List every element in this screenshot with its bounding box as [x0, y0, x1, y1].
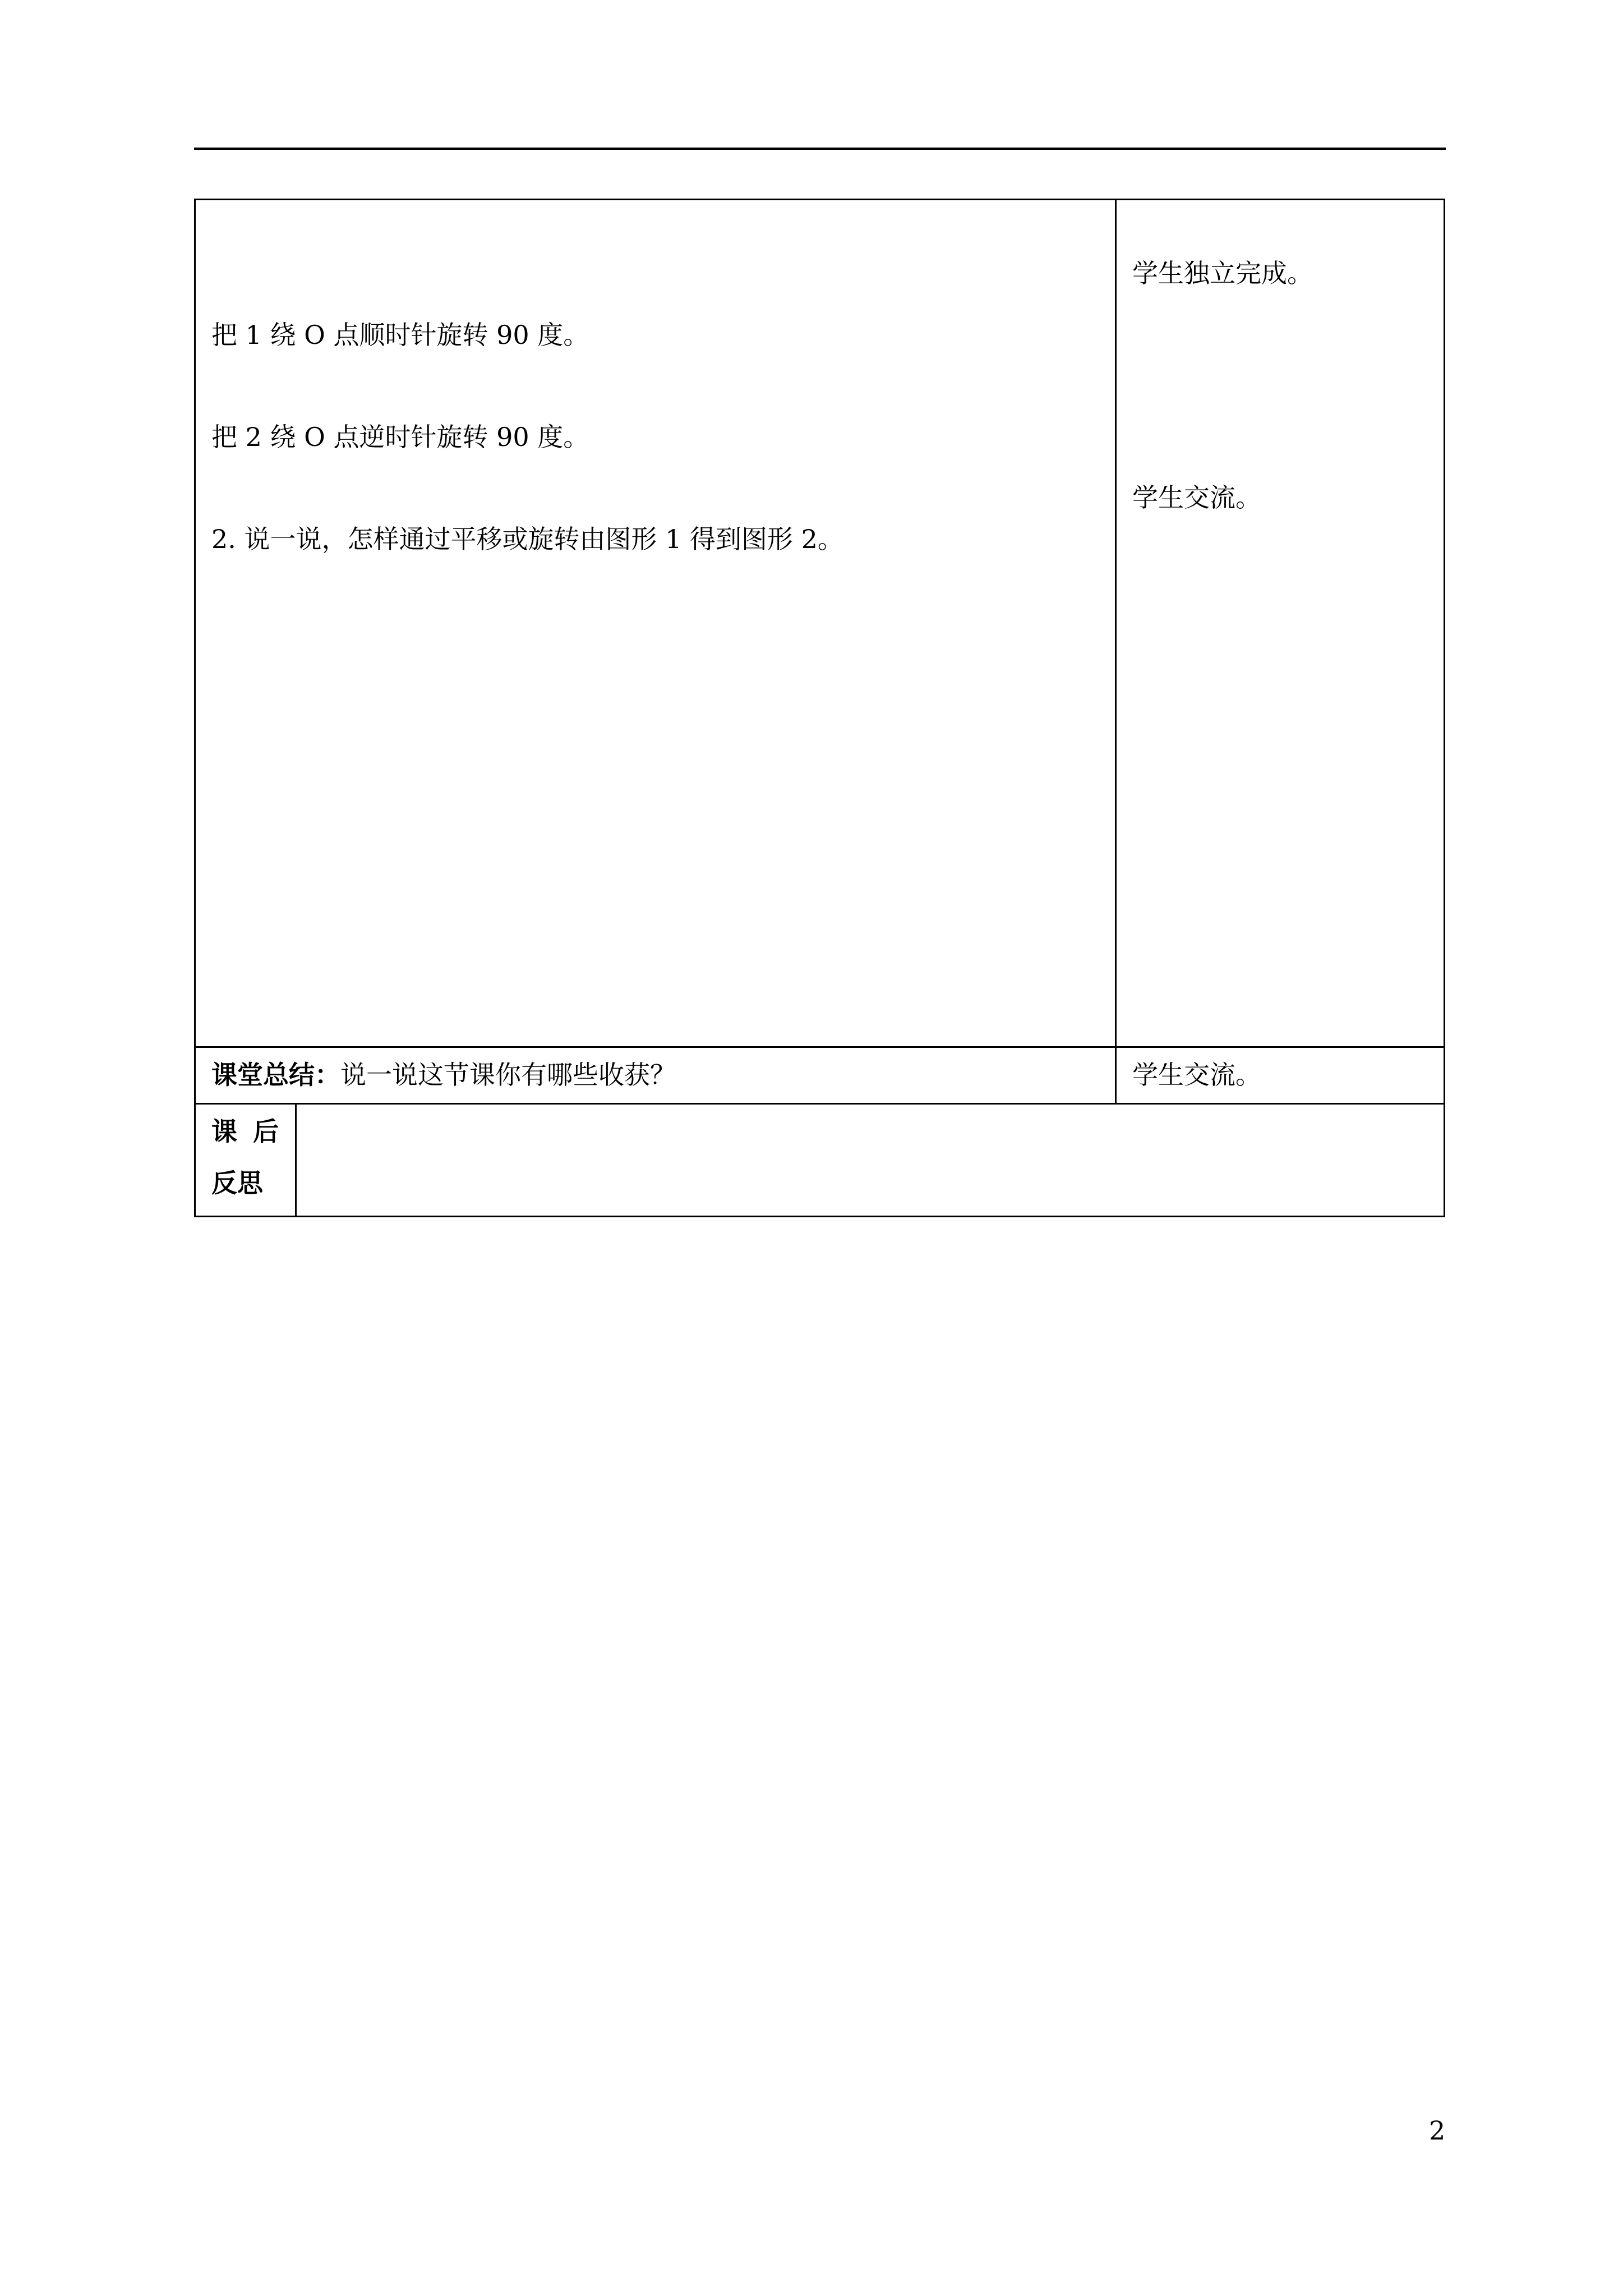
instruction-line: 把 1 绕 O 点顺时针旋转 90 度。	[211, 320, 589, 350]
activity-content-cell	[195, 200, 1116, 1047]
reflection-label-line1: 课后	[211, 1116, 294, 1147]
summary-label: 课堂总结：	[211, 1060, 340, 1090]
instruction-line: 把 2 绕 O 点逆时针旋转 90 度。	[211, 422, 589, 452]
page-number: 2	[1429, 2115, 1446, 2146]
student-activity-cell	[1116, 200, 1445, 1047]
reflection-row	[195, 1104, 1445, 1217]
instruction-line: 2. 说一说，怎样通过平移或旋转由图形 1 得到图形 2。	[211, 524, 843, 554]
reflection-content-cell	[296, 1104, 1445, 1217]
summary-side-cell	[1116, 1047, 1445, 1104]
summary-cell	[195, 1047, 1116, 1104]
header-rule	[194, 148, 1446, 150]
reflection-label-cell	[195, 1104, 296, 1217]
activity-row	[195, 200, 1445, 1047]
summary-text	[211, 1058, 676, 1092]
student-activity-note: 学生交流。	[1132, 482, 1261, 513]
lesson-plan-table	[194, 199, 1445, 1217]
student-activity-note: 学生独立完成。	[1132, 258, 1313, 288]
summary-row	[195, 1047, 1445, 1104]
summary-side-note: 学生交流。	[1132, 1060, 1261, 1090]
summary-question: 说一说这节课你有哪些收获？	[340, 1060, 676, 1090]
reflection-label-line2: 反思	[211, 1168, 263, 1198]
